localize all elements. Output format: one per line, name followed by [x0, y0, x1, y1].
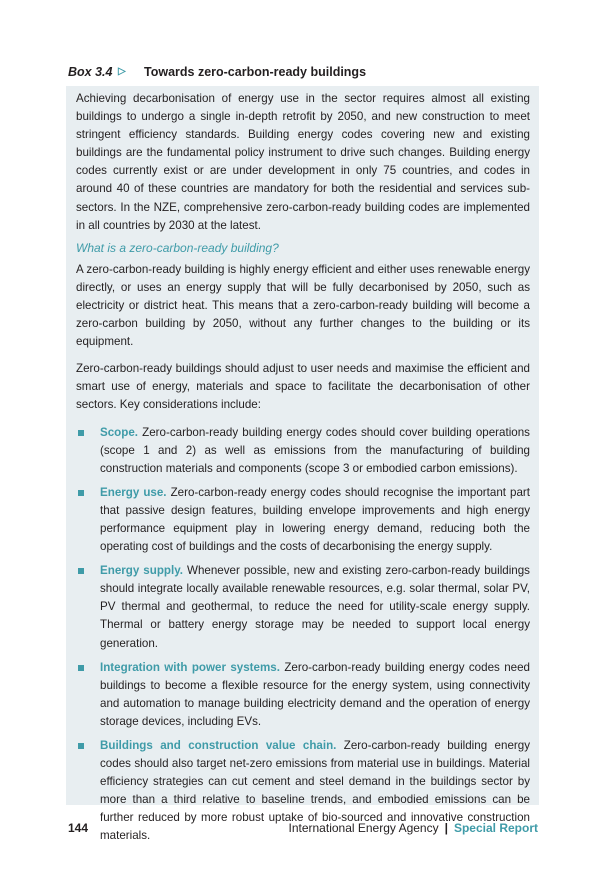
subheading: What is a zero-carbon-ready building? [76, 240, 279, 255]
considerations-list [76, 424, 530, 846]
square-bullet-icon [78, 568, 84, 574]
square-bullet-icon [78, 743, 84, 749]
box-header [68, 65, 538, 81]
box-title: Towards zero-carbon-ready buildings [144, 65, 367, 79]
footer-right [289, 821, 539, 835]
page-footer [68, 821, 538, 837]
list-item-text: Whenever possible, new and existing zero-carbon-ready buildings should integrate locally available renewable resources, e.g. solar thermal, solar PV, PV thermal and geothermal, to reduce the need for utility-scale energy supply. Thermal or battery energy storage may be needed to support local energy generation. [100, 564, 530, 650]
square-bullet-icon [78, 665, 84, 671]
list-item [76, 424, 530, 478]
square-bullet-icon [78, 430, 84, 436]
list-item [76, 659, 530, 731]
list-item [76, 484, 530, 556]
triangle-icon: ▷ [118, 66, 126, 77]
considerations-intro: Zero-carbon-ready buildings should adjust to user needs and maximise the efficient and smart use of energy, materials and space to facilitate the decarbonisation of other sectors. Key considerations include: [76, 362, 530, 412]
footer-separator: | [444, 821, 448, 835]
box-label: Box 3.4 [68, 65, 113, 79]
list-item-text: Zero-carbon-ready building energy codes should cover building operations (scope 1 and 2) as well as emissions from the manufacturing of building construction materials and components (scope 3 or embodied carbon emissions). [100, 425, 530, 475]
definition-paragraph: A zero-carbon-ready building is highly energy efficient and either uses renewable energy directly, or uses an energy supply that will be fully decarbonised by 2050, such as electricity or district heat. This means that a zero-carbon-ready building will become a zero-carbon building by 2050, without any further changes to the building or its equipment. [76, 262, 530, 349]
list-item-term: Scope. [100, 425, 143, 439]
list-item-text: Zero-carbon-ready building energy codes need buildings to become a flexible resource for the energy system, using connectivity and automation to manage building electricity demand and the operation of energy storage devices, including EVs. [100, 660, 530, 728]
report-name: Special Report [453, 821, 538, 835]
page-number: 144 [68, 821, 89, 835]
box-content [76, 90, 530, 852]
intro-paragraph: Achieving decarbonisation of energy use in the sector requires almost all existing buildings to undergo a single in-depth retrofit by 2050, and new construction to meet stringent efficiency standards. Building energy codes covering new and existing buildings are the fundamental policy instrument to drive such changes. Building energy codes currently exist or are under development in only 75 countries, and codes in around 40 of these countries are mandatory for both the residential and services sub-sectors. In the NZE, comprehensive zero-carbon-ready building codes are implemented in all countries by 2030 at the latest. [76, 92, 530, 232]
square-bullet-icon [78, 490, 84, 496]
list-item-term: Energy use. [100, 485, 171, 499]
list-item-term: Buildings and construction value chain. [100, 739, 344, 752]
list-item-term: Energy supply. [100, 564, 188, 578]
list-item-term: Integration with power systems. [100, 660, 285, 674]
list-item-text: Zero-carbon-ready energy codes should recognise the important part that passive design features, building envelope improvements and high energy performance equipment play in lowering energy demand, reducing both the operating cost of buildings and the costs of decarbonising the energy supply. [100, 485, 530, 554]
publisher-name: International Energy Agency [288, 821, 439, 835]
list-item [76, 562, 530, 652]
list-item-text: Zero-carbon-ready building energy codes should also target net-zero emissions from material use in buildings. Material efficiency strategies can cut cement and steel demand in the buildings sector by more than a third relative to baseline trends, and embodied emissions can be further reduced by more robust uptake of bio-sourced and innovative construction materials. [100, 739, 531, 843]
